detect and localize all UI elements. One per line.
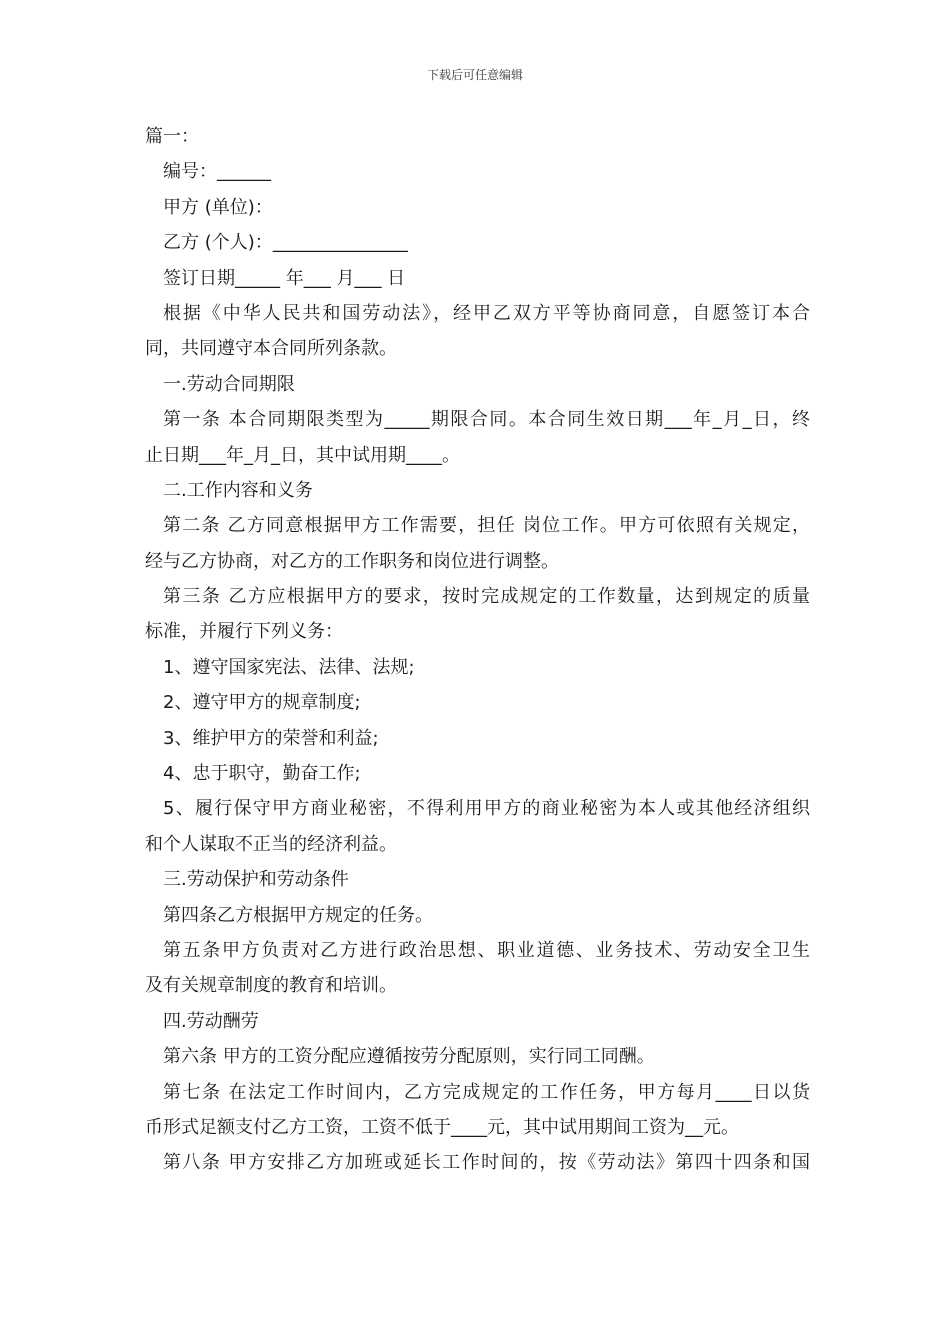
heading-contract-term: 一.劳动合同期限 bbox=[163, 373, 295, 395]
duty-item-1: 1、遵守国家宪法、法律、法规; bbox=[163, 656, 415, 678]
article-7-line-1: 第七条 在法定工作时间内，乙方完成规定的工作任务，甲方每月____日以货 bbox=[163, 1081, 810, 1103]
heading-labor-protection: 三.劳动保护和劳动条件 bbox=[163, 869, 349, 891]
article-1-line-2: 止日期___年_月_日，其中试用期____。 bbox=[145, 444, 460, 466]
duty-item-2: 2、遵守甲方的规章制度; bbox=[163, 692, 361, 714]
signing-date-field: 签订日期_____ 年___ 月___ 日 bbox=[163, 267, 406, 289]
page-header: 下载后可任意编辑 bbox=[426, 68, 523, 82]
contract-number-field: 编号：______ bbox=[163, 161, 271, 183]
article-5-line-2: 及有关规章制度的教育和培训。 bbox=[145, 975, 397, 997]
article-2-line-2: 经与乙方协商，对乙方的工作职务和岗位进行调整。 bbox=[145, 550, 559, 572]
heading-remuneration: 四.劳动酬劳 bbox=[163, 1010, 259, 1032]
heading-work-content: 二.工作内容和义务 bbox=[163, 479, 313, 501]
article-7-line-2: 币形式足额支付乙方工资，工资不低于____元，其中试用期间工资为__元。 bbox=[145, 1116, 739, 1138]
duty-item-5-line-2: 和个人谋取不正当的经济利益。 bbox=[145, 833, 397, 855]
section-title: 篇一： bbox=[145, 126, 199, 147]
duty-item-5-line-1: 5、履行保守甲方商业秘密，不得利用甲方的商业秘密为本人或其他经济组织 bbox=[163, 798, 810, 820]
article-4: 第四条乙方根据甲方规定的任务。 bbox=[163, 904, 433, 926]
article-3-line-1: 第三条 乙方应根据甲方的要求，按时完成规定的工作数量，达到规定的质量 bbox=[163, 586, 810, 608]
article-5-line-1: 第五条甲方负责对乙方进行政治思想、职业道德、业务技术、劳动安全卫生 bbox=[163, 939, 810, 961]
duty-item-4: 4、忠于职守，勤奋工作; bbox=[163, 763, 361, 785]
duty-item-3: 3、维护甲方的荣誉和利益; bbox=[163, 727, 379, 749]
party-a-field: 甲方 (单位)： bbox=[163, 196, 273, 218]
article-1-line-1: 第一条 本合同期限类型为_____期限合同。本合同生效日期___年_月_日，终 bbox=[163, 409, 810, 431]
preamble-line-2: 同，共同遵守本合同所列条款。 bbox=[145, 338, 397, 360]
document-body bbox=[145, 119, 810, 1181]
article-2-line-1: 第二条 乙方同意根据甲方工作需要，担任 岗位工作。甲方可依照有关规定， bbox=[163, 515, 810, 537]
party-b-field: 乙方 (个人)：_______________ bbox=[163, 232, 408, 254]
preamble-line-1: 根据《中华人民共和国劳动法》，经甲乙双方平等协商同意，自愿签订本合 bbox=[163, 302, 810, 324]
article-6: 第六条 甲方的工资分配应遵循按劳分配原则，实行同工同酬。 bbox=[163, 1046, 655, 1068]
article-3-line-2: 标准，并履行下列义务： bbox=[145, 621, 343, 643]
article-8-line-1: 第八条 甲方安排乙方加班或延长工作时间的，按《劳动法》第四十四条和国 bbox=[163, 1152, 810, 1174]
